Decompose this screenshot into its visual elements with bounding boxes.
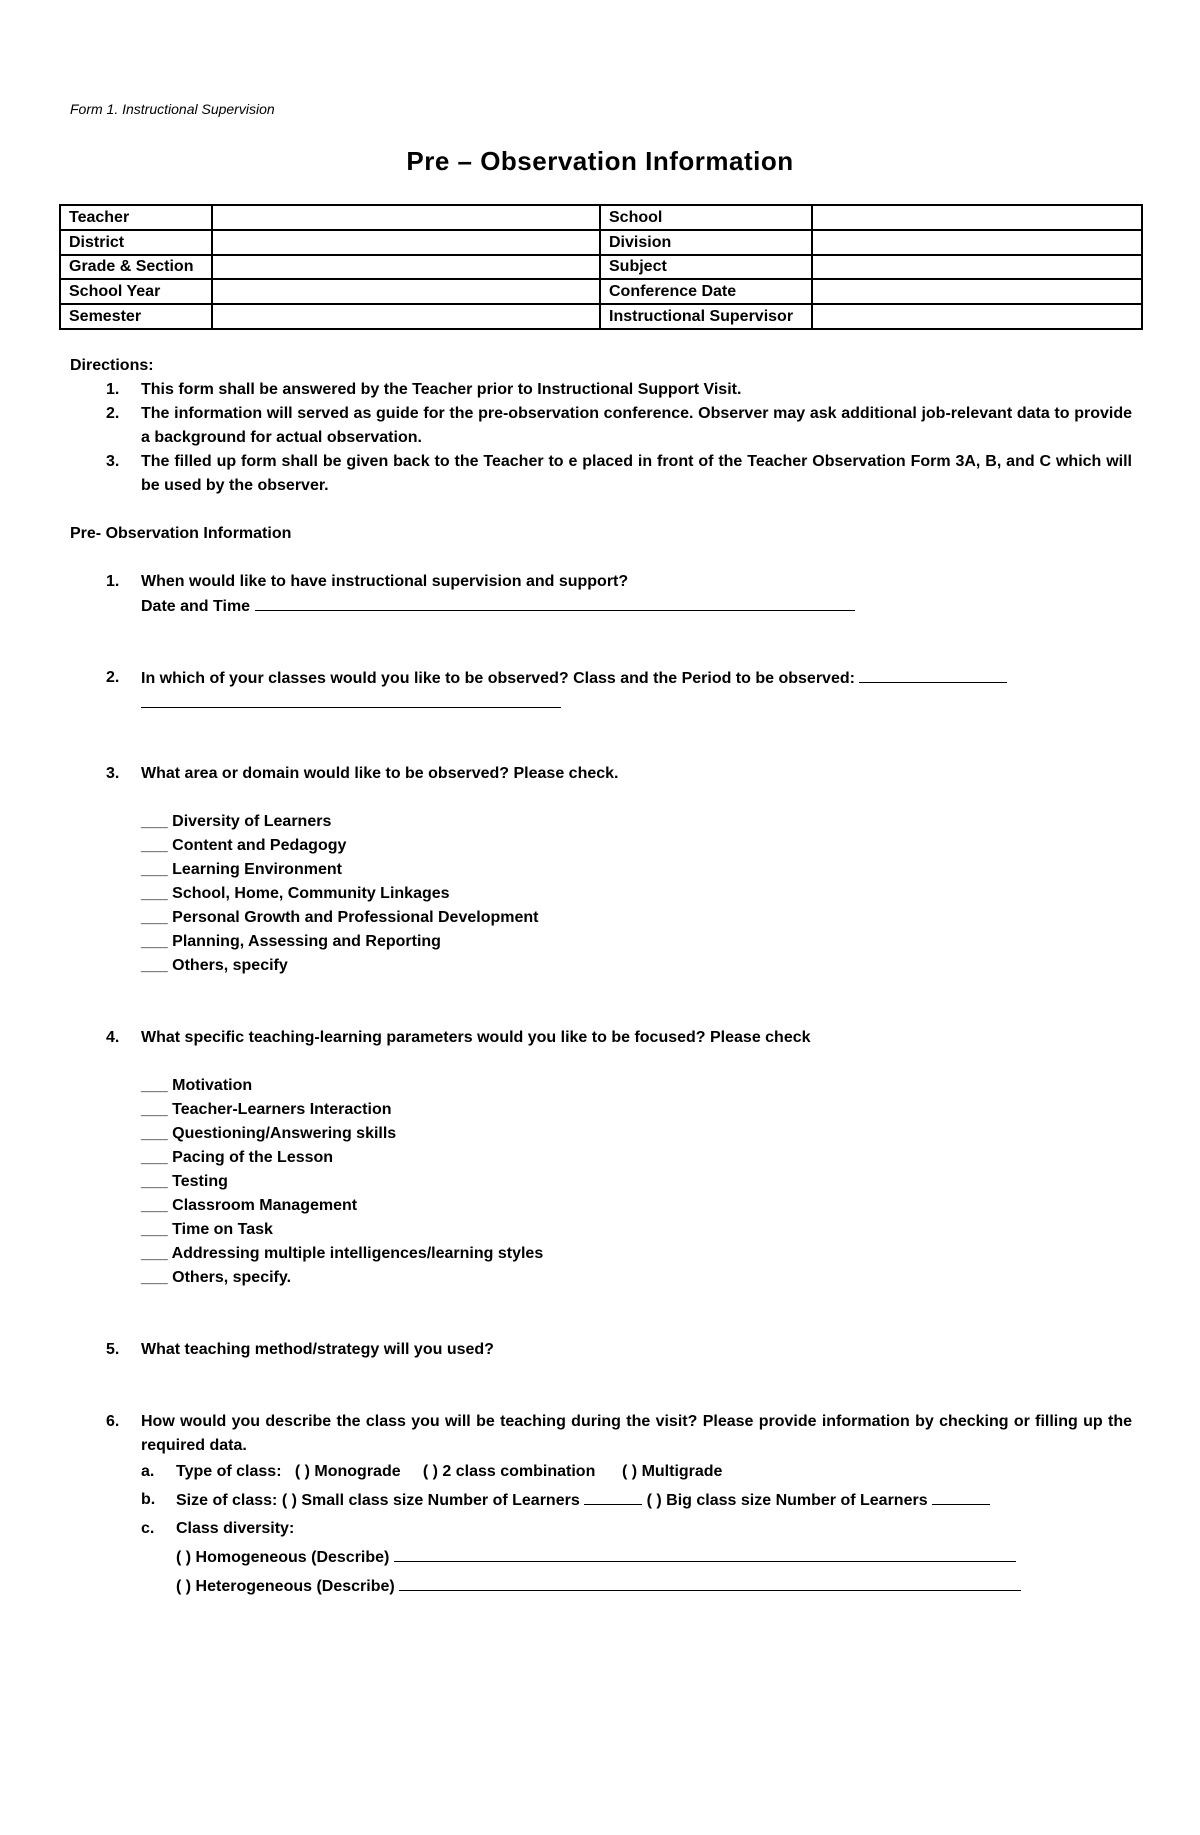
direction-item <box>70 402 1132 450</box>
question-text: What teaching method/strategy will you used? <box>141 1341 494 1358</box>
semester-label: Semester <box>60 304 212 329</box>
check-blank: ___ <box>141 861 168 878</box>
conference-date-label: Conference Date <box>600 279 812 304</box>
checklist-item[interactable] <box>70 1194 1132 1218</box>
grade-section-label: Grade & Section <box>60 255 212 280</box>
check-blank: ___ <box>141 885 168 902</box>
question-number: 1. <box>106 573 120 590</box>
question-number: 6. <box>106 1413 120 1430</box>
option-label: Others, specify. <box>172 1269 292 1286</box>
option-label: Pacing of the Lesson <box>172 1149 334 1166</box>
checklist-item[interactable] <box>70 834 1132 858</box>
subject-label: Subject <box>600 255 812 280</box>
division-field[interactable] <box>812 230 1142 255</box>
question-6 <box>70 1410 1132 1599</box>
checklist-item[interactable] <box>70 1266 1132 1290</box>
check-blank: ___ <box>141 909 168 926</box>
date-time-blank[interactable] <box>255 594 855 611</box>
direction-text: The filled up form shall be given back to the Teacher to e placed in front of the Teacher Observation Form 3A, B, and C which will be used by the observer. <box>141 453 1132 494</box>
direction-text: The information will served as guide for the pre-observation conference. Observer may ask additional job-relevant data to provide a background for actual observation. <box>141 405 1132 446</box>
question-text: What specific teaching-learning parameters would you like to be focused? Please check <box>141 1029 811 1046</box>
check-blank: ___ <box>141 957 168 974</box>
table-row <box>60 255 1142 280</box>
instructional-supervisor-label: Instructional Supervisor <box>600 304 812 329</box>
class-period-blank-continued[interactable] <box>141 691 561 708</box>
division-label: Division <box>600 230 812 255</box>
option-label: Teacher-Learners Interaction <box>172 1101 392 1118</box>
instructional-supervisor-field[interactable] <box>812 304 1142 329</box>
directions-heading: Directions: <box>70 357 154 374</box>
checklist-item[interactable] <box>70 1146 1132 1170</box>
semester-field[interactable] <box>212 304 600 329</box>
direction-number: 3. <box>106 453 120 470</box>
monograde-option[interactable]: ( ) Monograde <box>294 1463 401 1480</box>
class-size-row <box>70 1488 1132 1513</box>
multigrade-option[interactable]: ( ) Multigrade <box>622 1463 723 1480</box>
direction-item <box>70 450 1132 498</box>
conference-date-field[interactable] <box>812 279 1142 304</box>
checklist-item[interactable] <box>70 1242 1132 1266</box>
question-number: 3. <box>106 765 120 782</box>
check-blank: ___ <box>141 933 168 950</box>
option-label: School, Home, Community Linkages <box>172 885 450 902</box>
checklist-item[interactable] <box>70 930 1132 954</box>
small-class-option[interactable]: ( ) Small class size Number of Learners <box>281 1492 580 1509</box>
class-diversity-label: Class diversity: <box>176 1520 295 1537</box>
checklist-item[interactable] <box>70 1170 1132 1194</box>
two-class-combination-option[interactable]: ( ) 2 class combination <box>422 1463 596 1480</box>
checklist-item[interactable] <box>70 1098 1132 1122</box>
class-diversity-row <box>70 1517 1132 1541</box>
direction-item <box>70 378 1132 402</box>
form-header-note: Form 1. Instructional Supervision <box>70 101 275 117</box>
homogeneous-row <box>70 1545 1132 1570</box>
option-label: Content and Pedagogy <box>172 837 347 854</box>
check-blank: ___ <box>141 1173 168 1190</box>
direction-text: This form shall be answered by the Teacher prior to Instructional Support Visit. <box>141 381 742 398</box>
info-table <box>59 204 1143 330</box>
question-number: 4. <box>106 1029 120 1046</box>
option-label: Classroom Management <box>172 1197 358 1214</box>
question-text: When would like to have instructional supervision and support? <box>141 573 629 590</box>
heterogeneous-option[interactable]: ( ) Heterogeneous (Describe) <box>176 1578 395 1595</box>
option-label: Diversity of Learners <box>172 813 332 830</box>
small-class-learners-blank[interactable] <box>584 1488 642 1505</box>
question-2 <box>70 666 1132 716</box>
question-3 <box>70 762 1132 978</box>
sub-letter: b. <box>141 1491 156 1508</box>
question-5 <box>70 1338 1132 1362</box>
option-label: Motivation <box>172 1077 253 1094</box>
option-label: Addressing multiple intelligences/learning styles <box>171 1245 544 1262</box>
school-field[interactable] <box>812 205 1142 230</box>
directions-section <box>70 354 1132 498</box>
table-row <box>60 304 1142 329</box>
district-label: District <box>60 230 212 255</box>
subject-field[interactable] <box>812 255 1142 280</box>
option-label: Others, specify <box>172 957 288 974</box>
class-period-blank[interactable] <box>859 666 1007 683</box>
grade-section-field[interactable] <box>212 255 600 280</box>
option-label: Planning, Assessing and Reporting <box>172 933 441 950</box>
question-text: How would you describe the class you will be teaching during the visit? Please provide information by checking or filling up the required data. <box>141 1413 1132 1454</box>
teacher-label: Teacher <box>60 205 212 230</box>
check-blank: ___ <box>141 1269 168 1286</box>
question-number: 5. <box>106 1341 120 1358</box>
check-blank: ___ <box>141 1245 168 1262</box>
table-row <box>60 279 1142 304</box>
check-blank: ___ <box>141 813 168 830</box>
question-1 <box>70 570 1132 619</box>
sub-letter: c. <box>141 1520 155 1537</box>
class-type-row <box>70 1460 1132 1484</box>
homogeneous-describe-blank[interactable] <box>394 1545 1016 1562</box>
check-blank: ___ <box>141 1197 168 1214</box>
direction-number: 1. <box>106 381 120 398</box>
checklist-item[interactable] <box>70 906 1132 930</box>
check-blank: ___ <box>141 1077 168 1094</box>
class-size-label: Size of class: <box>176 1492 278 1509</box>
question-number: 2. <box>106 669 120 686</box>
check-blank: ___ <box>141 1101 168 1118</box>
option-label: Learning Environment <box>172 861 342 878</box>
table-row <box>60 230 1142 255</box>
date-time-label: Date and Time <box>141 598 251 615</box>
school-label: School <box>600 205 812 230</box>
check-blank: ___ <box>141 1221 168 1238</box>
checklist-item[interactable] <box>70 882 1132 906</box>
option-label: Time on Task <box>172 1221 273 1238</box>
page-title: Pre – Observation Information <box>406 146 794 176</box>
class-type-label: Type of class: <box>176 1463 282 1480</box>
question-4 <box>70 1026 1132 1290</box>
heterogeneous-row <box>70 1574 1132 1599</box>
table-row <box>60 205 1142 230</box>
checklist-item[interactable] <box>70 1218 1132 1242</box>
big-class-option[interactable]: ( ) Big class size Number of Learners <box>646 1492 928 1509</box>
check-blank: ___ <box>141 1125 168 1142</box>
checklist-item[interactable] <box>70 810 1132 834</box>
heterogeneous-describe-blank[interactable] <box>399 1574 1021 1591</box>
checklist-item[interactable] <box>70 858 1132 882</box>
check-blank: ___ <box>141 1149 168 1166</box>
section-heading: Pre- Observation Information <box>70 525 292 542</box>
checklist-item[interactable] <box>70 1074 1132 1098</box>
check-blank: ___ <box>141 837 168 854</box>
big-class-learners-blank[interactable] <box>932 1488 990 1505</box>
school-year-field[interactable] <box>212 279 600 304</box>
checklist-item[interactable] <box>70 1122 1132 1146</box>
option-label: Testing <box>172 1173 228 1190</box>
homogeneous-option[interactable]: ( ) Homogeneous (Describe) <box>176 1549 390 1566</box>
sub-letter: a. <box>141 1463 155 1480</box>
school-year-label: School Year <box>60 279 212 304</box>
teacher-field[interactable] <box>212 205 600 230</box>
question-text: What area or domain would like to be observed? Please check. <box>141 765 619 782</box>
question-text: In which of your classes would you like to be observed? Class and the Period to be observed: <box>141 670 855 687</box>
checklist-item[interactable] <box>70 954 1132 978</box>
option-label: Personal Growth and Professional Development <box>172 909 539 926</box>
option-label: Questioning/Answering skills <box>172 1125 397 1142</box>
direction-number: 2. <box>106 405 120 422</box>
district-field[interactable] <box>212 230 600 255</box>
